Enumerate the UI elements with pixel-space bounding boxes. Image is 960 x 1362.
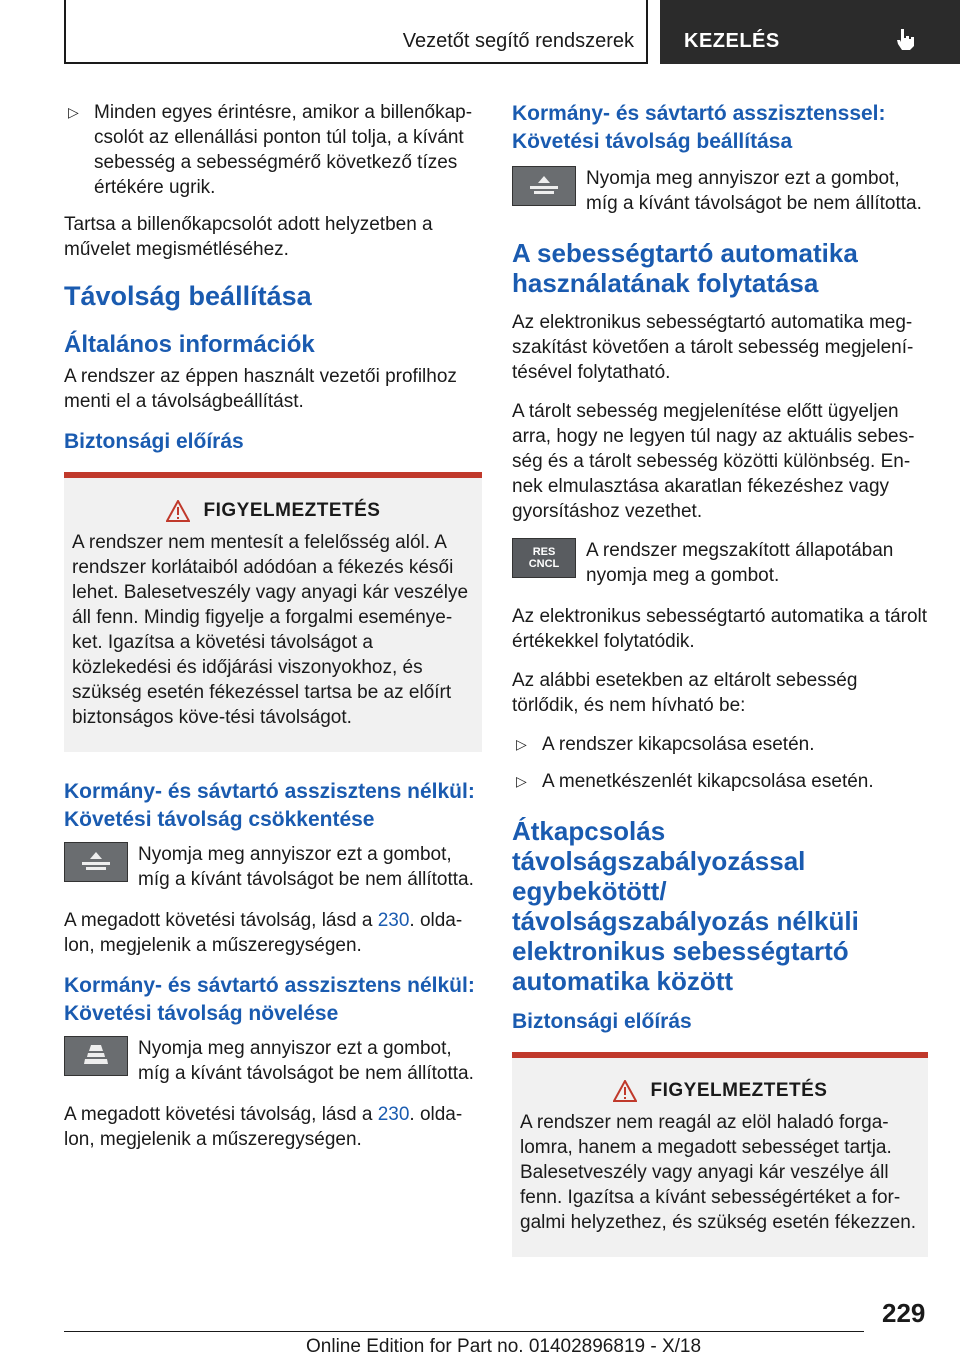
subsection-heading: Kormány- és sávtartó asszisztenssel: Követési távolság beállítása	[512, 102, 886, 153]
subsection-heading: Biztonsági előírás	[64, 430, 244, 453]
footer-divider	[64, 1331, 864, 1332]
paragraph: Az elektronikus sebességtartó automatika a tárolt értékekkel folytatódik.	[512, 606, 928, 652]
warning-title: FIGYELMEZTETÉS	[650, 1080, 828, 1101]
button-instruction-text: Nyomja meg annyiszor ezt a gombot, míg a kívánt távolságot be nem állította.	[138, 1038, 474, 1084]
distance-button-image	[512, 166, 576, 206]
triangle-bullet-icon: ▷	[68, 104, 79, 120]
list-item-text: Minden egyes érintésre, amikor a billenőkap-csolót az ellenállási ponton túl tolja, a kívánt sebesség a sebességmérő következő tízes értékére ugrik.	[94, 102, 473, 198]
paragraph	[64, 908, 482, 958]
text: A megadott követési távolság, lásd a	[64, 910, 378, 931]
distance-decrease-icon	[65, 843, 127, 881]
list-item-text: A menetkészenlét kikapcsolása esetén.	[542, 771, 874, 792]
button-instruction	[512, 538, 928, 588]
list-item	[64, 100, 482, 200]
warning-header	[72, 500, 474, 522]
page-link[interactable]: 230	[377, 910, 410, 931]
distance-increase-button-image	[64, 1036, 128, 1076]
warning-box	[512, 1052, 928, 1257]
paragraph: Az elektronikus sebességtartó automatika meg-szakítást követően a tárolt sebesség megjelení-tésével folytatható.	[512, 312, 914, 383]
text: . olda-lon, megjelenik a műszeregységen.	[64, 1104, 463, 1150]
button-instruction-text: Nyomja meg annyiszor ezt a gombot, míg a kívánt távolságot be nem állította.	[138, 844, 474, 890]
res-label: RES	[532, 546, 556, 558]
paragraph	[64, 1102, 482, 1152]
button-instruction	[512, 166, 928, 216]
subsection-heading: Általános információk	[64, 331, 315, 358]
page-number: 229	[882, 1298, 926, 1328]
list-item-text: A rendszer kikapcsolása esetén.	[542, 734, 815, 755]
distance-decrease-button-image	[64, 842, 128, 882]
warning-triangle-icon	[613, 1080, 637, 1102]
warning-title: FIGYELMEZTETÉS	[203, 500, 381, 521]
section-box	[660, 0, 960, 64]
triangle-bullet-icon: ▷	[516, 736, 527, 752]
button-instruction-text: A rendszer megszakított állapotában nyomja meg a gombot.	[586, 540, 894, 586]
text: A megadott követési távolság, lásd a	[64, 1104, 378, 1125]
section-heading: Távolság beállítása	[64, 281, 312, 311]
paragraph: A rendszer az éppen használt vezetői profilhoz menti el a távolságbeállítást.	[64, 366, 457, 412]
warning-triangle-icon	[166, 500, 190, 522]
res-cncl-button-image	[512, 538, 576, 578]
hand-pointer-icon	[892, 26, 918, 52]
distance-increase-icon	[65, 1037, 127, 1075]
cncl-label: CNCL	[528, 558, 560, 570]
distance-icon	[513, 167, 575, 205]
button-instruction	[64, 842, 482, 892]
warning-box	[64, 472, 482, 752]
section-heading: A sebességtartó automatika használatának folytatása	[512, 238, 858, 298]
footer-text: Online Edition for Part no. 01402896819 - X/18	[306, 1336, 702, 1357]
chapter-title: Vezetőt segítő rendszerek	[402, 30, 634, 52]
page-header	[64, 0, 960, 64]
right-column	[512, 100, 928, 1283]
subsection-heading: Biztonsági előírás	[512, 1010, 692, 1033]
paragraph: A tárolt sebesség megjelenítése előtt ügyeljen arra, hogy ne legyen túl nagy az aktuális sebes-ség és a tárolt sebesség közötti különbség. En-nek elmulasztása akaratlan fékezéshez vagy gyorsításhoz vezethet.	[512, 401, 915, 522]
list-item	[512, 769, 928, 794]
list-item	[512, 732, 928, 757]
left-column	[64, 100, 482, 1166]
section-heading: Átkapcsolás távolságszabályozással egybekötött/ távolságszabályozás nélküli elektronikus sebességtartó automatika között	[512, 816, 859, 996]
paragraph: Az alábbi esetekben az eltárolt sebesség törlődik, és nem hívható be:	[512, 670, 858, 716]
button-instruction	[64, 1036, 482, 1086]
chapter-box	[64, 0, 648, 64]
warning-header	[520, 1080, 920, 1102]
section-title: KEZELÉS	[684, 30, 780, 52]
text: . olda-lon, megjelenik a műszeregységen.	[64, 910, 463, 956]
subsection-heading: Kormány- és sávtartó asszisztens nélkül: Követési távolság növelése	[64, 974, 475, 1025]
paragraph: Tartsa a billenőkapcsolót adott helyzetben a művelet megismétléséhez.	[64, 214, 433, 260]
button-instruction-text: Nyomja meg annyiszor ezt a gombot, míg a kívánt távolságot be nem állította.	[586, 168, 922, 214]
warning-text: A rendszer nem reagál az elöl haladó forga-lomra, hanem a megadott sebességet tartja. Balesetveszély vagy anyagi kár veszélye áll fenn. Igazítsa a kívánt sebességértéket a for-galmi helyzethez, és szükség esetén fékezzen.	[520, 1112, 917, 1233]
triangle-bullet-icon: ▷	[516, 773, 527, 789]
warning-text: A rendszer nem mentesít a felelősség alól. A rendszer korlátaiból adódóan a fékezés késői lehet. Balesetveszély vagy anyagi kár veszélye áll fenn. Mindig figyelje a forgalmi eseménye-ket. Igazítsa a követési távolságot a közlekedési és időjárási viszonyokhoz, és szükség esetén fékezéssel tartsa be az előírt biztonságos köve-tési távolságot.	[72, 532, 469, 728]
subsection-heading: Kormány- és sávtartó asszisztens nélkül: Követési távolság csökkentése	[64, 780, 475, 831]
page-link[interactable]: 230	[377, 1104, 410, 1125]
